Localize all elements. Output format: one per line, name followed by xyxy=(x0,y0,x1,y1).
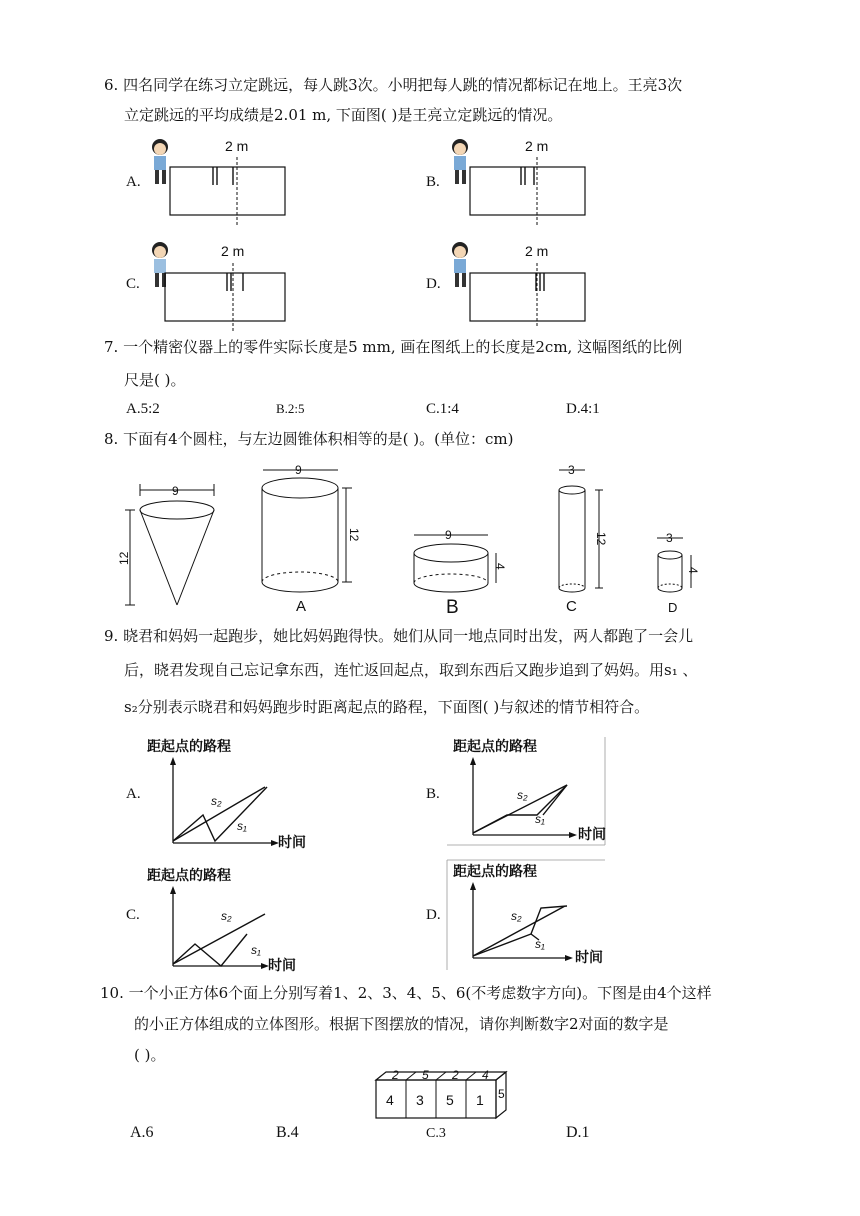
mark-label: 2 m xyxy=(225,138,249,154)
cylinder-b-figure xyxy=(410,527,510,597)
q9-option-a[interactable]: A. xyxy=(126,786,141,802)
q10-line2: 的小正方体组成的立体图形。根据下图摆放的情况，请你判断数字2对面的数字是 xyxy=(134,1015,669,1033)
q6-option-b[interactable]: B. xyxy=(426,174,440,190)
s1-label: s₁ xyxy=(251,943,261,957)
cube-front-3: 5 xyxy=(446,1092,454,1108)
cube-top-4: 4 xyxy=(482,1068,489,1082)
cube-top-1: 2 xyxy=(392,1068,399,1082)
cylinder-d-height: 4 xyxy=(686,567,700,574)
cone-figure xyxy=(117,480,222,610)
graph-xlabel: 时间 xyxy=(578,826,606,842)
graph-ylabel: 距起点的路程 xyxy=(453,863,537,879)
s1-label: s₁ xyxy=(535,812,545,826)
jump-figure-d xyxy=(445,238,595,328)
q9-line2: 后，晓君发现自己忘记拿东西，连忙返回起点，取到东西后又跑步追到了妈妈。用s₁ 、 xyxy=(124,661,698,679)
cylinder-b-label[interactable]: B xyxy=(446,597,459,618)
q10-option-c[interactable]: C.3 xyxy=(426,1126,446,1141)
cylinder-d-diameter: 3 xyxy=(666,531,673,545)
q6-option-a[interactable]: A. xyxy=(126,174,141,190)
graph-b xyxy=(445,735,615,855)
q10-option-d[interactable]: D.1 xyxy=(566,1124,590,1141)
cylinder-c-height: 12 xyxy=(594,532,608,546)
s2-label: s₂ xyxy=(517,788,528,802)
cylinder-d-label[interactable]: D xyxy=(668,600,678,615)
child-icon xyxy=(452,139,468,184)
graph-xlabel: 时间 xyxy=(575,949,603,965)
child-icon xyxy=(152,139,168,184)
q7-option-d[interactable]: D.4:1 xyxy=(566,401,600,417)
q9-line1: 9. 晓君和妈妈一起跑步，她比妈妈跑得快。她们从同一地点同时出发，两人都跑了一会儿 xyxy=(104,627,694,645)
cylinder-d-figure xyxy=(655,530,705,600)
cylinder-a-height: 12 xyxy=(347,528,361,542)
cube-top-2: 5 xyxy=(422,1068,429,1082)
graph-xlabel: 时间 xyxy=(278,834,306,850)
graph-xlabel: 时间 xyxy=(268,957,296,973)
graph-ylabel: 距起点的路程 xyxy=(147,867,231,883)
jump-figure-b xyxy=(445,135,595,225)
cone-height: 12 xyxy=(117,551,131,565)
mark-label: 2 m xyxy=(525,138,549,154)
q10-option-b[interactable]: B.4 xyxy=(276,1124,299,1141)
cylinder-a-figure xyxy=(258,462,368,592)
cylinder-c-diameter: 3 xyxy=(568,463,575,477)
q9-option-b[interactable]: B. xyxy=(426,786,440,802)
cube-top-3: 2 xyxy=(452,1068,459,1082)
q10-line3: ( )。 xyxy=(134,1046,166,1064)
s2-label: s₂ xyxy=(221,909,232,923)
q7-option-a[interactable]: A.5:2 xyxy=(126,401,160,417)
cylinder-a-label[interactable]: A xyxy=(296,598,307,615)
q6-option-d[interactable]: D. xyxy=(426,276,441,292)
q9-line3: s₂分别表示晓君和妈妈跑步时距离起点的路程，下面图( )与叙述的情节相符合。 xyxy=(124,698,650,716)
child-icon xyxy=(452,242,468,287)
q9-option-c[interactable]: C. xyxy=(126,907,140,923)
child-icon xyxy=(152,242,168,287)
cylinder-b-diameter: 9 xyxy=(445,528,452,542)
cube-front-1: 4 xyxy=(386,1092,394,1108)
cone-diameter: 9 xyxy=(172,484,179,498)
q10-line1: 10. 一个小正方体6个面上分别写着1、2、3、4、5、6(不考虑数字方向)。下图是由4个这样 xyxy=(100,984,712,1002)
graph-a xyxy=(145,735,315,855)
cube-front-4: 1 xyxy=(476,1092,484,1108)
s2-label: s₂ xyxy=(511,909,522,923)
q6-line2: 立定跳远的平均成绩是2.01 m, 下面图( )是王亮立定跳远的情况。 xyxy=(124,106,563,124)
s1-label: s₁ xyxy=(237,819,247,833)
q9-option-d[interactable]: D. xyxy=(426,907,441,923)
graph-d xyxy=(445,858,615,973)
s1-label: s₁ xyxy=(535,937,545,951)
q6-option-c[interactable]: C. xyxy=(126,276,140,292)
jump-figure-a xyxy=(145,135,295,225)
q7-option-b[interactable]: B.2:5 xyxy=(276,401,305,416)
q6-line1: 6. 四名同学在练习立定跳远，每人跳3次。小明把每人跳的情况都标记在地上。王亮3次 xyxy=(104,76,683,94)
cylinder-c-figure xyxy=(555,462,615,597)
cylinder-b-height: 4 xyxy=(493,563,507,570)
graph-c xyxy=(145,862,315,977)
q7-line1: 7. 一个精密仪器上的零件实际长度是5 mm, 画在图纸上的长度是2cm, 这幅图纸的比例 xyxy=(104,338,683,356)
mark-label: 2 m xyxy=(525,243,549,259)
cylinder-c-label[interactable]: C xyxy=(566,598,577,615)
s2-label: s₂ xyxy=(211,794,222,808)
q7-line2: 尺是( )。 xyxy=(124,371,186,389)
mark-label: 2 m xyxy=(221,243,245,259)
cube-side: 5 xyxy=(498,1087,505,1101)
graph-ylabel: 距起点的路程 xyxy=(453,738,537,754)
jump-figure-c xyxy=(145,238,295,333)
cube-front-2: 3 xyxy=(416,1092,424,1108)
cube-figure xyxy=(374,1068,514,1123)
q8-line1: 8. 下面有4个圆柱，与左边圆锥体积相等的是( )。(单位：cm) xyxy=(104,430,514,448)
q7-option-c[interactable]: C.1:4 xyxy=(426,401,459,417)
q10-option-a[interactable]: A.6 xyxy=(130,1124,154,1141)
graph-ylabel: 距起点的路程 xyxy=(147,738,231,754)
cylinder-a-diameter: 9 xyxy=(295,463,302,477)
